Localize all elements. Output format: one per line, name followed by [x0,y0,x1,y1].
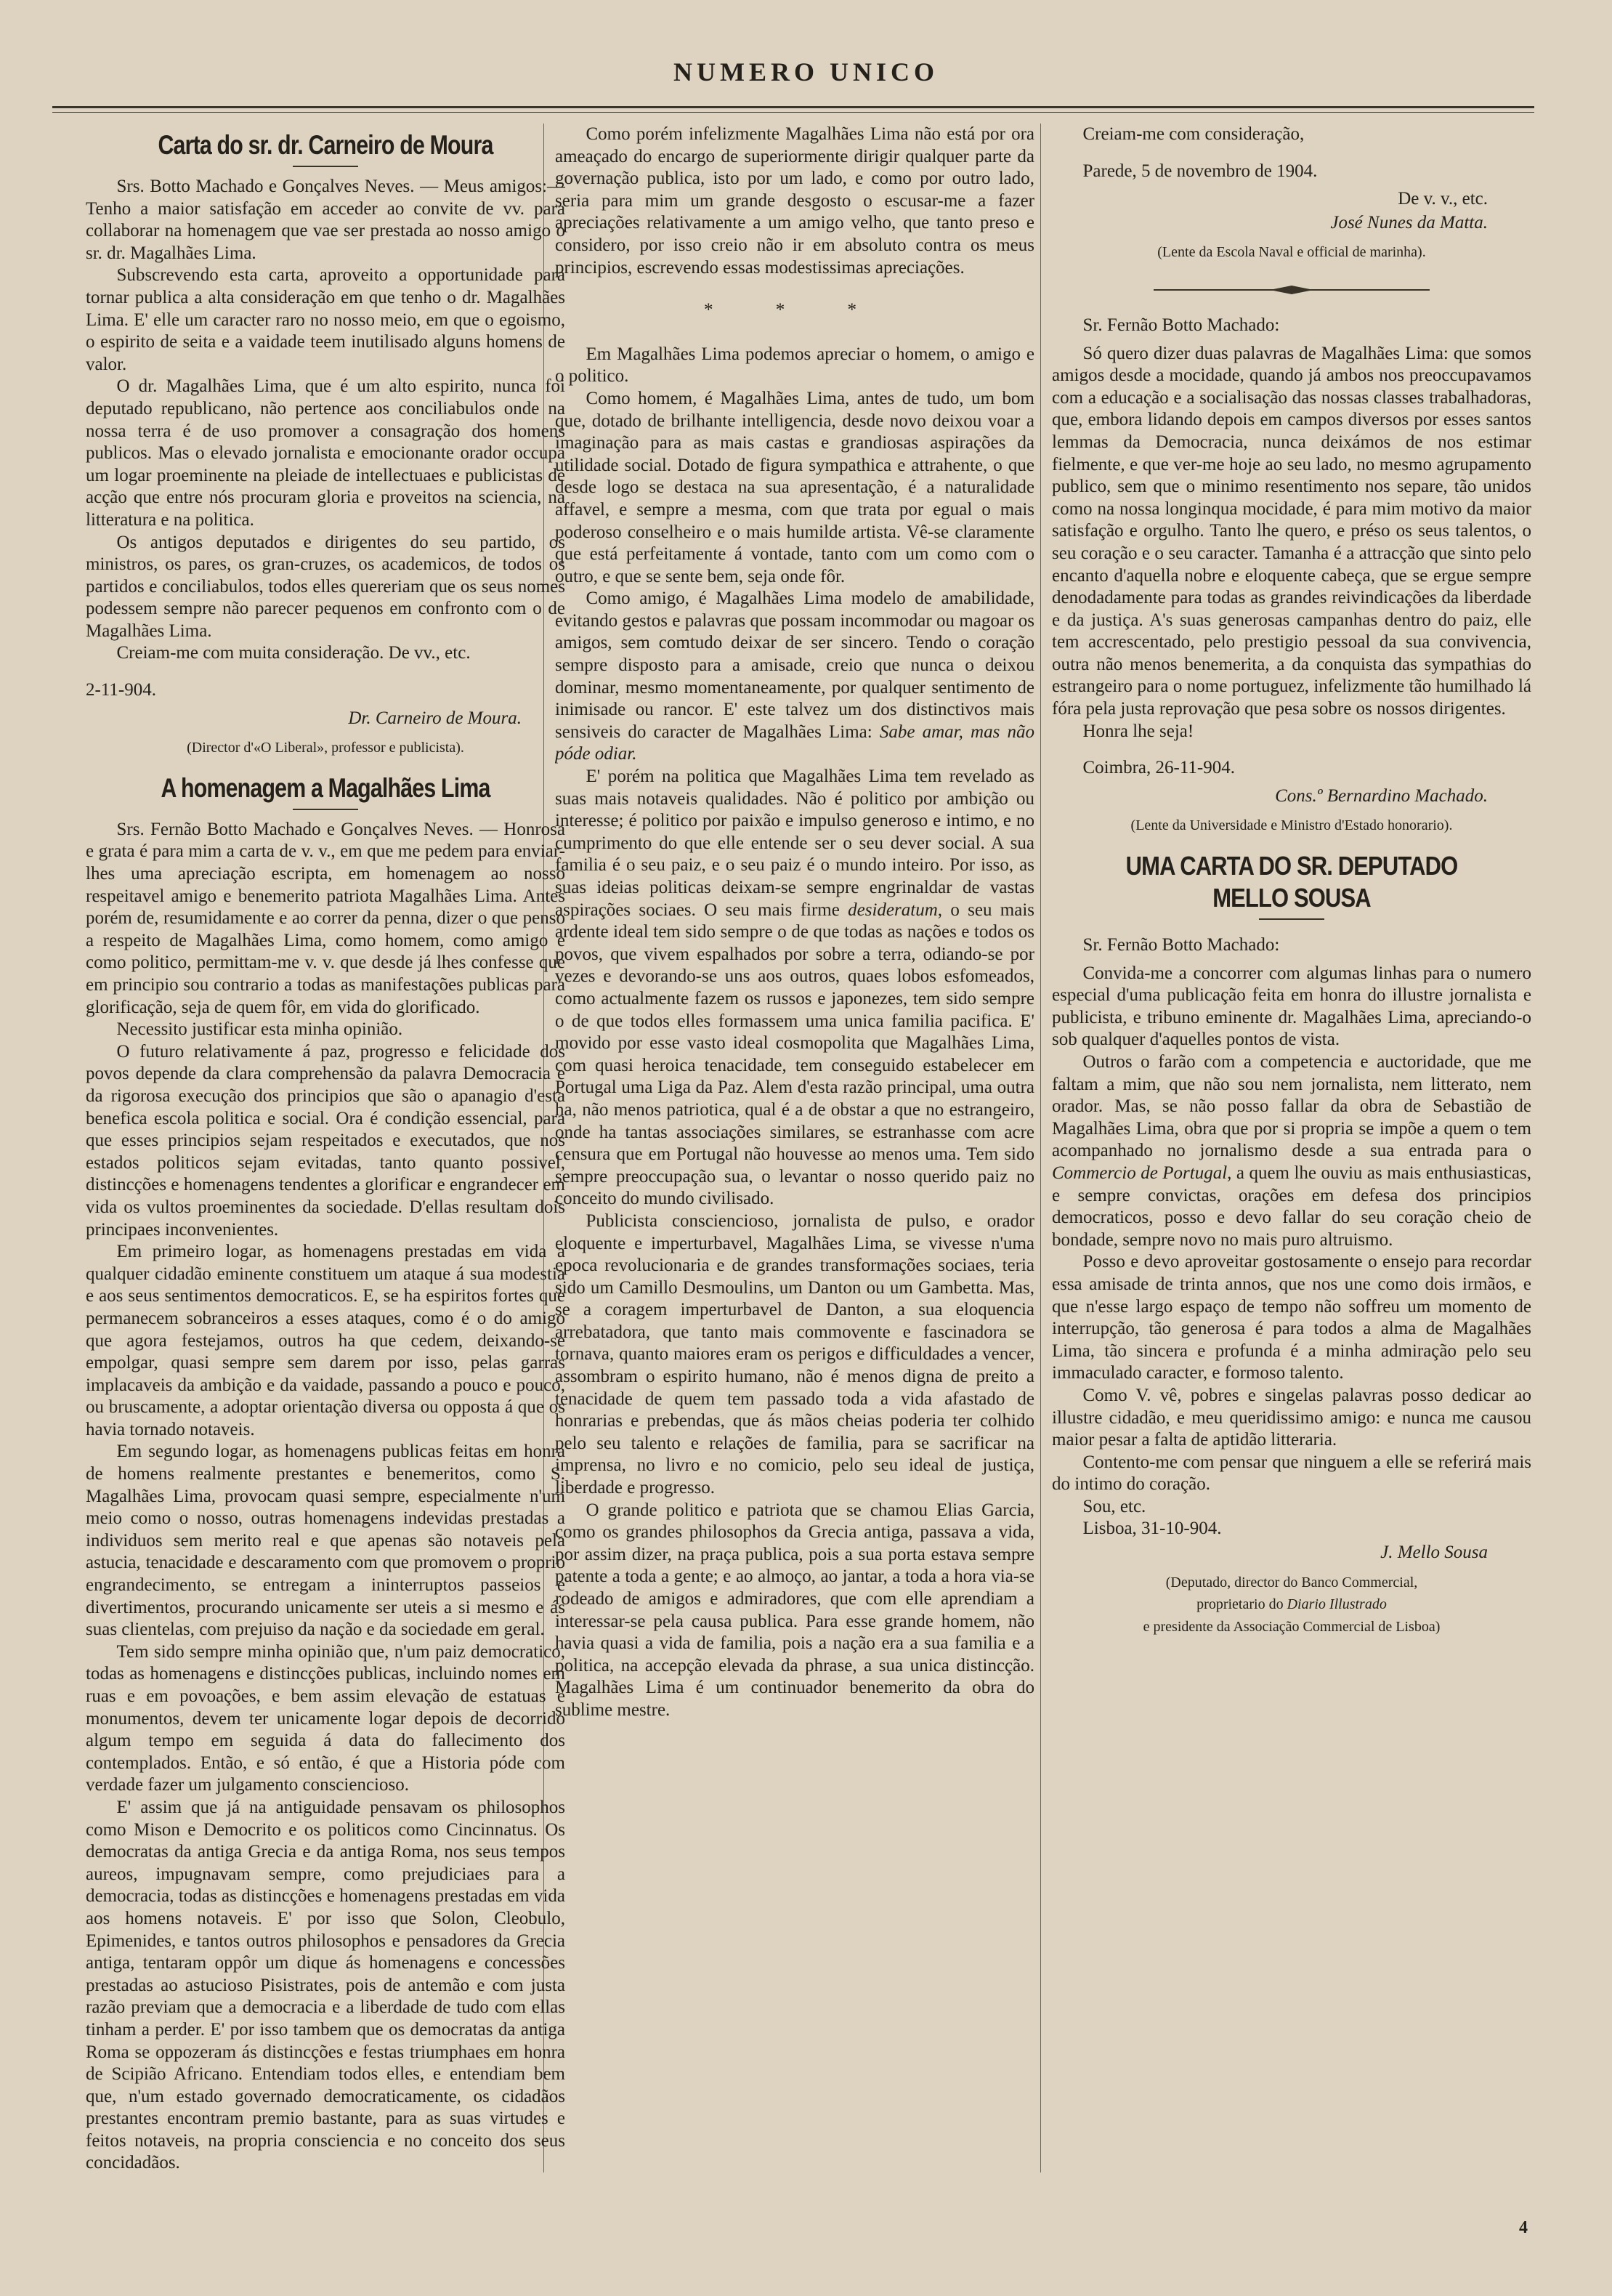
credit-line [1052,1593,1531,1616]
paragraph [1052,1051,1531,1251]
paragraph: O futuro relativamente á paz, progresso e felicidade dos povos depende da clara comprehensão da palavra Democracia e da rigorosa execução dos principios que são o apanagio d'esta benefica escola politica e social. Ora é condição essencial, para que esses principios sejam respeitados e executados, que nos estados politicos sejam evitadas, tanto quanto possivel, distincções e homenagens tendentes a glorificar e engrandecer em vida os vultos proeminentes da sociedade. D'ellas resultam dois principaes inconvenientes. [86,1041,565,1240]
column-2 [555,124,1034,2209]
author-credit [1052,1572,1531,1638]
paragraph: Em segundo logar, as homenagens publicas feitas em honra de homens realmente prestantes e benemeritos, como S. Magalhães Lima, provocam quasi sempre, especialmente n'um meio como o nosso, outras homenagens indevidas prestadas a individuos sem merito real e que apenas são notaveis pela astucia, tenacidade e descaramento com que promovem o proprio engrandecimento, se entregam a ininterruptos passeios e divertimentos, procurando unicamente ser uteis a si mesmo e ás suas clientelas, com prejuiso da nação e da sociedade em geral. [86,1442,565,1640]
signature: J. Mello Sousa [1380,1543,1488,1563]
paragraph [555,588,1034,766]
paragraph: E' assim que já na antiguidade pensavam os philosophos como Mison e Democrito e os politicos como Cincinnatus. Os democratas da antiga Grecia e da antiga Roma, nos seus tempos aureos, impugnavam sempre, como prejudiciaes para a democracia, todas as distincções e homenagens prestadas em vida aos homens notaveis. E' por isso que Solon, Cleobulo, Epimenides, e tantos outros philosophos e pensadores da Grecia antiga, tentaram oppôr um dique ás homenagens e concessões prestadas ao astucioso Pisistrates, pois de antemão e com justa razão previam que a democracia e a liberdade de tudo com ellas tinham a perder. E' por isso tambem que os democratas da antiga Roma se oppozeram ás distincções e festas triumphaes em honra de Scipião Africano. Entendiam todos elles, e entendiam bem que, n'um estado governado democraticamente, os cidadãos prestantes encontram premio bastante, para as suas virtudes e feitos notaveis, na propria consciencia e no conceito dos seus concidadãos. [86,1797,565,2173]
paragraph: Creiam-me com consideração, [1082,124,1305,144]
author-credit: (Lente da Universidade e Ministro d'Estado honorario). [1130,817,1453,834]
salutation: Sr. Fernão Botto Machado: [1082,315,1280,335]
italic-run: Commercio de Portugal, [1052,1163,1232,1183]
paragraph: Tem sido sempre minha opinião que, n'um paiz democratico, todas as homenagens e distincções publicas, incluindo nomes em ruas e em povoações, e bem assim elevação de estatuas e monumentos, devem ter unicamente logar depois de decorrido algum tempo em seguida á data do fallecimento dos contemplados. Então, e só então, é que a Historia póde com verdade fazer um julgamento consciencioso. [86,1641,565,1795]
fleuron-divider [1154,284,1430,296]
text-run: proprietario do [1196,1596,1287,1613]
author-credit: (Director d'«O Liberal», professor e publicista). [187,740,464,756]
paragraph: Sou, etc. [1082,1496,1146,1516]
paragraph: O grande politico e patriota que se chamou Elias Garcia, como os grandes philosophos da Grecia antiga, passava a vida, por assim dizer, na praça publica, pois a sua porta estava sempre patente a toda a gente; e ao almoço, ao jantar, a toda a hora via-se rodeado de amigos e admiradores, que com elle aprendiam a interessar-se pela causa publica. Para esse grande homem, não havia quasi a vida de familia, pois a nação era a sua familia e a politica, na accepção elevada da phrase, a sua unica distincção. Magalhães Lima é um continuador benemerito da obra do sublime mestre. [555,1500,1034,1720]
text-run: Outros o farão com a competencia e auctoridade, que me faltam a mim, que não sou nem jornalista, nem litterato, nem orador. Mas, se não posso fallar da obra de Sebastião de Magalhães Lima, obra que por si propria se impõe a quem o tem acompanhado no jornalismo desde a sua entrada para o [1052,1052,1531,1161]
paragraph: Honra lhe seja! [1082,721,1194,741]
paragraph: Os antigos deputados e dirigentes do seu partido, os ministros, os pares, os gran-cruzes, os academicos, de todos os partidos e conciliabulos, todos elles quereriam que os seus nomes podessem sempre não parecer pequenos em confronto com o de Magalhães Lima. [86,532,565,641]
title-rule [293,809,358,810]
paragraph: O dr. Magalhães Lima, que é um alto espirito, nunca foi deputado republicano, não pertence aos conciliabulos onde na nossa terra é de uso promover a consagração dos homens publicos. Mas o elevado jornalista e emocionante orador occupa um logar proeminente na pleiade de intellectuaes e publicistas de acção que entre nós procuram gloria e proveitos na sciencia, na litteratura e na politica. [86,376,565,530]
paragraph: Posso e devo aproveitar gostosamente o ensejo para recordar essa amisade de trinta annos, que nos une como dois irmãos, e que n'esse largo espaço de tempo não soffreu um momento de interrupção, tão generosa é para todos a alma de Magalhães Lima, tão sincera e profunda é a minha admiração pelo seu immaculado caracter, e formoso talento. [1052,1252,1531,1383]
head-rule [52,106,1534,108]
head-rule-thin [52,112,1534,113]
paragraph: Em Magalhães Lima podemos apreciar o homem, o amigo e o politico. [555,344,1034,387]
article-title-moura: Carta do sr. dr. Carneiro de Moura [158,130,493,160]
text-run: E' porém na politica que Magalhães Lima tem revelado as suas mais notaveis qualidades. Não é politico por ambição ou interesse; é politico por paixão e impulso generoso e intimo, e no cumprimento do que elle entende ser o seu dever social. A sua familia é o seu paiz, e o seu paiz é o mundo inteiro. Por isso, as suas ideias politicas deixam-se sempre engrinaldar de vastas aspirações sociaes. O seu mais firme [555,767,1034,920]
italic-run: Diario Illustrado [1287,1596,1387,1613]
italic-run: desideratum, [848,900,943,920]
letter-date: Lisboa, 31-10-904. [1082,1519,1222,1539]
paragraph: Como porém infelizmente Magalhães Lima não está por ora ameaçado do encargo de superiormente dirigir qualquer parte da governação publica, isto por um lado, e como por outro lado, seria para mim um grande desgosto o escusar-me a fazer apreciações relativamente a um amigo velho, que tanto preso e considero, por isso creio não ir em absoluto contra os meus principios, escrevendo essas modestissimas apreciações. [555,124,1034,278]
page-number: 4 [1519,2218,1528,2237]
paragraph: Como V. vê, pobres e singelas palavras posso dedicar ao illustre cidadão, e meu queridissimo amigo: e nunca me causou maior pesar a falta de aptidão litteraria. [1052,1385,1531,1450]
credit-line: e presidente da Associação Commercial de Lisboa) [1143,1618,1441,1635]
author-credit: (Lente da Escola Naval e official de marinha). [1157,244,1426,261]
paragraph: Publicista consciencioso, jornalista de pulso, e orador eloquente e imperturbavel, Magalhães Lima, se vivesse n'uma epoca revolucionaria e de grandes transformações sociaes, teria sido um Camillo Desmoulins, um Danton ou um Gambetta. Mas, se a coragem imperturbavel de Danton, a sua eloquencia arrebatadora, que tanto mais commovente e fascinadora se tornava, quanto maiores eram os perigos e difficuldades a vencer, assombram o espirito humano, não é menos digna de preito a tenacidade de quem tem passado toda a vida afastado de honrarias e prebendas, que ás mãos cheias poderia ter colhido pelo seu talento e relações de familia, para se sacrificar na imprensa, no livro e no comicio, pelo seu ideal de justiça, liberdade e progresso. [555,1210,1034,1498]
paragraph: Convida-me a concorrer com algumas linhas para o numero especial d'uma publicação feita em honra do illustre jornalista e publicista, e tribuno eminente dr. Magalhães Lima, apreciando-o sob qualquer d'aquelles pontos de vista. [1052,963,1531,1050]
article-title-mello: UMA CARTA DO SR. DEPUTADO MELLO SOUSA [1125,851,1458,913]
text-run: Como amigo, é Magalhães Lima modelo de amabilidade, evitando gestos e palavras que possam incommodar ou magoar os amigos, sem comtudo deixar de ser sincero. Tendo o coração sempre disposto para a amisade, creio que nunca o deixou dominar, mesmo momentaneamente, por qualquer sentimento de inimisade ou rancor. E' este talvez um dos distinctivos mais sensiveis do caracter de Magalhães Lima: [555,589,1034,742]
closing: De v. v., etc. [1398,189,1488,209]
credit-line: (Deputado, director do Banco Commercial, [1165,1574,1418,1590]
paragraph: Em primeiro logar, as homenagens prestadas em vida a qualquer cidadão eminente constituem um ataque á sua modestia e aos seus sentimentos democraticos. E, se ha espiritos fortes que permanecem sobranceiros a esses ataques, como é o do amigo que agora festejamos, outros ha que cedem, deixando-se empolgar, quasi sempre sem darem por isso, pelas garras implacaveis da ambição e da vaidade, passando a pouco e pouco, ou bruscamente, a adoptar orientação diversa ou opposta á que os havia tornado notaveis. [86,1242,565,1439]
paragraph [555,766,1034,1210]
italic-run: Sabe amar, mas não póde odiar. [555,721,1034,764]
signature: José Nunes da Matta. [1330,212,1488,233]
column-rule [1040,124,1041,2172]
paragraph: Necessito justificar esta minha opinião. [116,1019,403,1040]
title-rule [1259,918,1324,920]
letter-date: Coimbra, 26-11-904. [1082,758,1235,778]
text-run: o seu mais ardente ideal tem sido sempre o de que todas as nações e todos os povos, que vivem espalhados por sobre a terra, odiando-se por vezes e devorando-se uns aos outros, quaes lobos esfomeados, como actualmente fazem os russos e japonezes, tem sido sempre o de que todos elles formassem uma unica familia pacifica. E' movido por esse vasto ideal cosmopolita que Magalhães Lima, com quasi heroica tenacidade, tem conseguido estabelecer em Portugal uma Liga da Paz. Alem d'esta razão principal, uma outra ha, não menos patriotica, qual é a de obstar a que no estrangeiro, onde ha tantas associações similares, se estranhasse com acre censura que em Portugal não houvesse ao menos uma. Tem sido sempre preoccupação sua, o levantar o nosso querido paiz no conceito do mundo civilisado. [555,900,1034,1209]
paragraph: Contento-me com pensar que ninguem a elle se referirá mais do intimo do coração. [1052,1452,1531,1495]
paragraph: Srs. Fernão Botto Machado e Gonçalves Neves. — Honrosa e grata é para mim a carta de v. v., em que me pedem para enviar-lhes uma apreciação escripta, em homenagem ao nosso respeitavel amigo e benemerito patriota Magalhães Lima. Antes porém de, resumidamente e ao correr da penna, dizer o que penso a respeito de Magalhães Lima, como homem, como amigo e como politico, permittam-me v. v. que desde já lhes confesse que em principio sou contrario a todas as manifestações publicas para glorificação, seja de quem fôr, em vida do glorificado. [86,819,565,1017]
signature: Dr. Carneiro de Moura. [348,708,522,728]
column-1 [86,124,565,2209]
column-3 [1052,124,1531,2209]
paragraph: Subscrevendo esta carta, aproveito a opportunidade para tornar publica a alta consideração em que tenho o dr. Magalhães Lima. E' elle um caracter raro no nosso meio, em que o egoismo, o espirito de seita e a vaidade teem inutilisado alguns homens de valor. [86,265,565,374]
paragraph: Srs. Botto Machado e Gonçalves Neves. — Meus amigos:—Tenho a maior satisfação em acceder ao convite de vv. para collaborar na homenagem que vae ser prestada ao nosso amigo o sr. dr. Magalhães Lima. [86,177,565,263]
text-run: a quem lhe ouviu as mais enthusiasticas, e sempre convictas, orações em defesa dos principios democraticos, posso e devo fallar do seu coração cheio de bondade, sempre novo no mais puro altruismo. [1052,1163,1531,1250]
paragraph: Creiam-me com muita consideração. De vv., etc. [116,643,471,663]
article-title-homenagem: A homenagem a Magalhães Lima [161,772,490,803]
title-rule [293,166,358,167]
paragraph: Só quero dizer duas palavras de Magalhães Lima: que somos amigos desde a mocidade, quando já ambos nos preoccupavamos com a educação e a socialisação das nossas classes trabalhadoras, que, embora lidando depois em campos diversos por esses santos lemmas da Democracia, nunca deixámos de nos estimar fielmente, e que ver-me hoje ao seu lado, no mesmo agrupamento publico, sem que o minimo resentimento nos separe, tão unidos como na nossa longinqua mocidade, é para mim motivo da maior satisfação e orgulho. Tanto lhe quero, e préso os seus talentos, o seu coração e o seu caracter. Tamanha é a attracção que sinto pelo encanto d'aquella nobre e eloquente cabeça, que se ergue sempre denodadamente para todas as grandes reivindicações da liberdade e da justiça. A's suas generosas campanhas dentro do paiz, elle tem accrescentado, pelo prestigio pessoal da sua convivencia, outra não menos benemerita, a da conquista das sympathias do estrangeiro para o nome portuguez, infelizmente tão humilhado lá fóra pela justa reprovação que pesa sobre os nossos dirigentes. [1052,343,1531,719]
paragraph: Como homem, é Magalhães Lima, antes de tudo, um bom que, dotado de brilhante intelligencia, desde novo deixou voar a imaginação para as mais castas e grandiosas aspirações da utilidade social. Dotado de figura sympathica e attrahente, o que desde logo se destaca na sua apresentação, é a naturalidade affavel, e sempre a mesma, com que trata por egual o mais poderoso conselheiro e o mais humilde artista. Vê-se claramente que está perfeitamente á vontade, tanto com um como com o outro, e que se sente bem, seja onde fôr. [555,388,1034,586]
signature: Cons.º Bernardino Machado. [1275,785,1488,806]
running-head: NUMERO UNICO [673,57,939,86]
asterism: * * * [704,300,886,320]
letter-date: Parede, 5 de novembro de 1904. [1082,161,1318,181]
letter-date: 2-11-904. [86,680,156,700]
salutation: Sr. Fernão Botto Machado: [1082,935,1280,955]
